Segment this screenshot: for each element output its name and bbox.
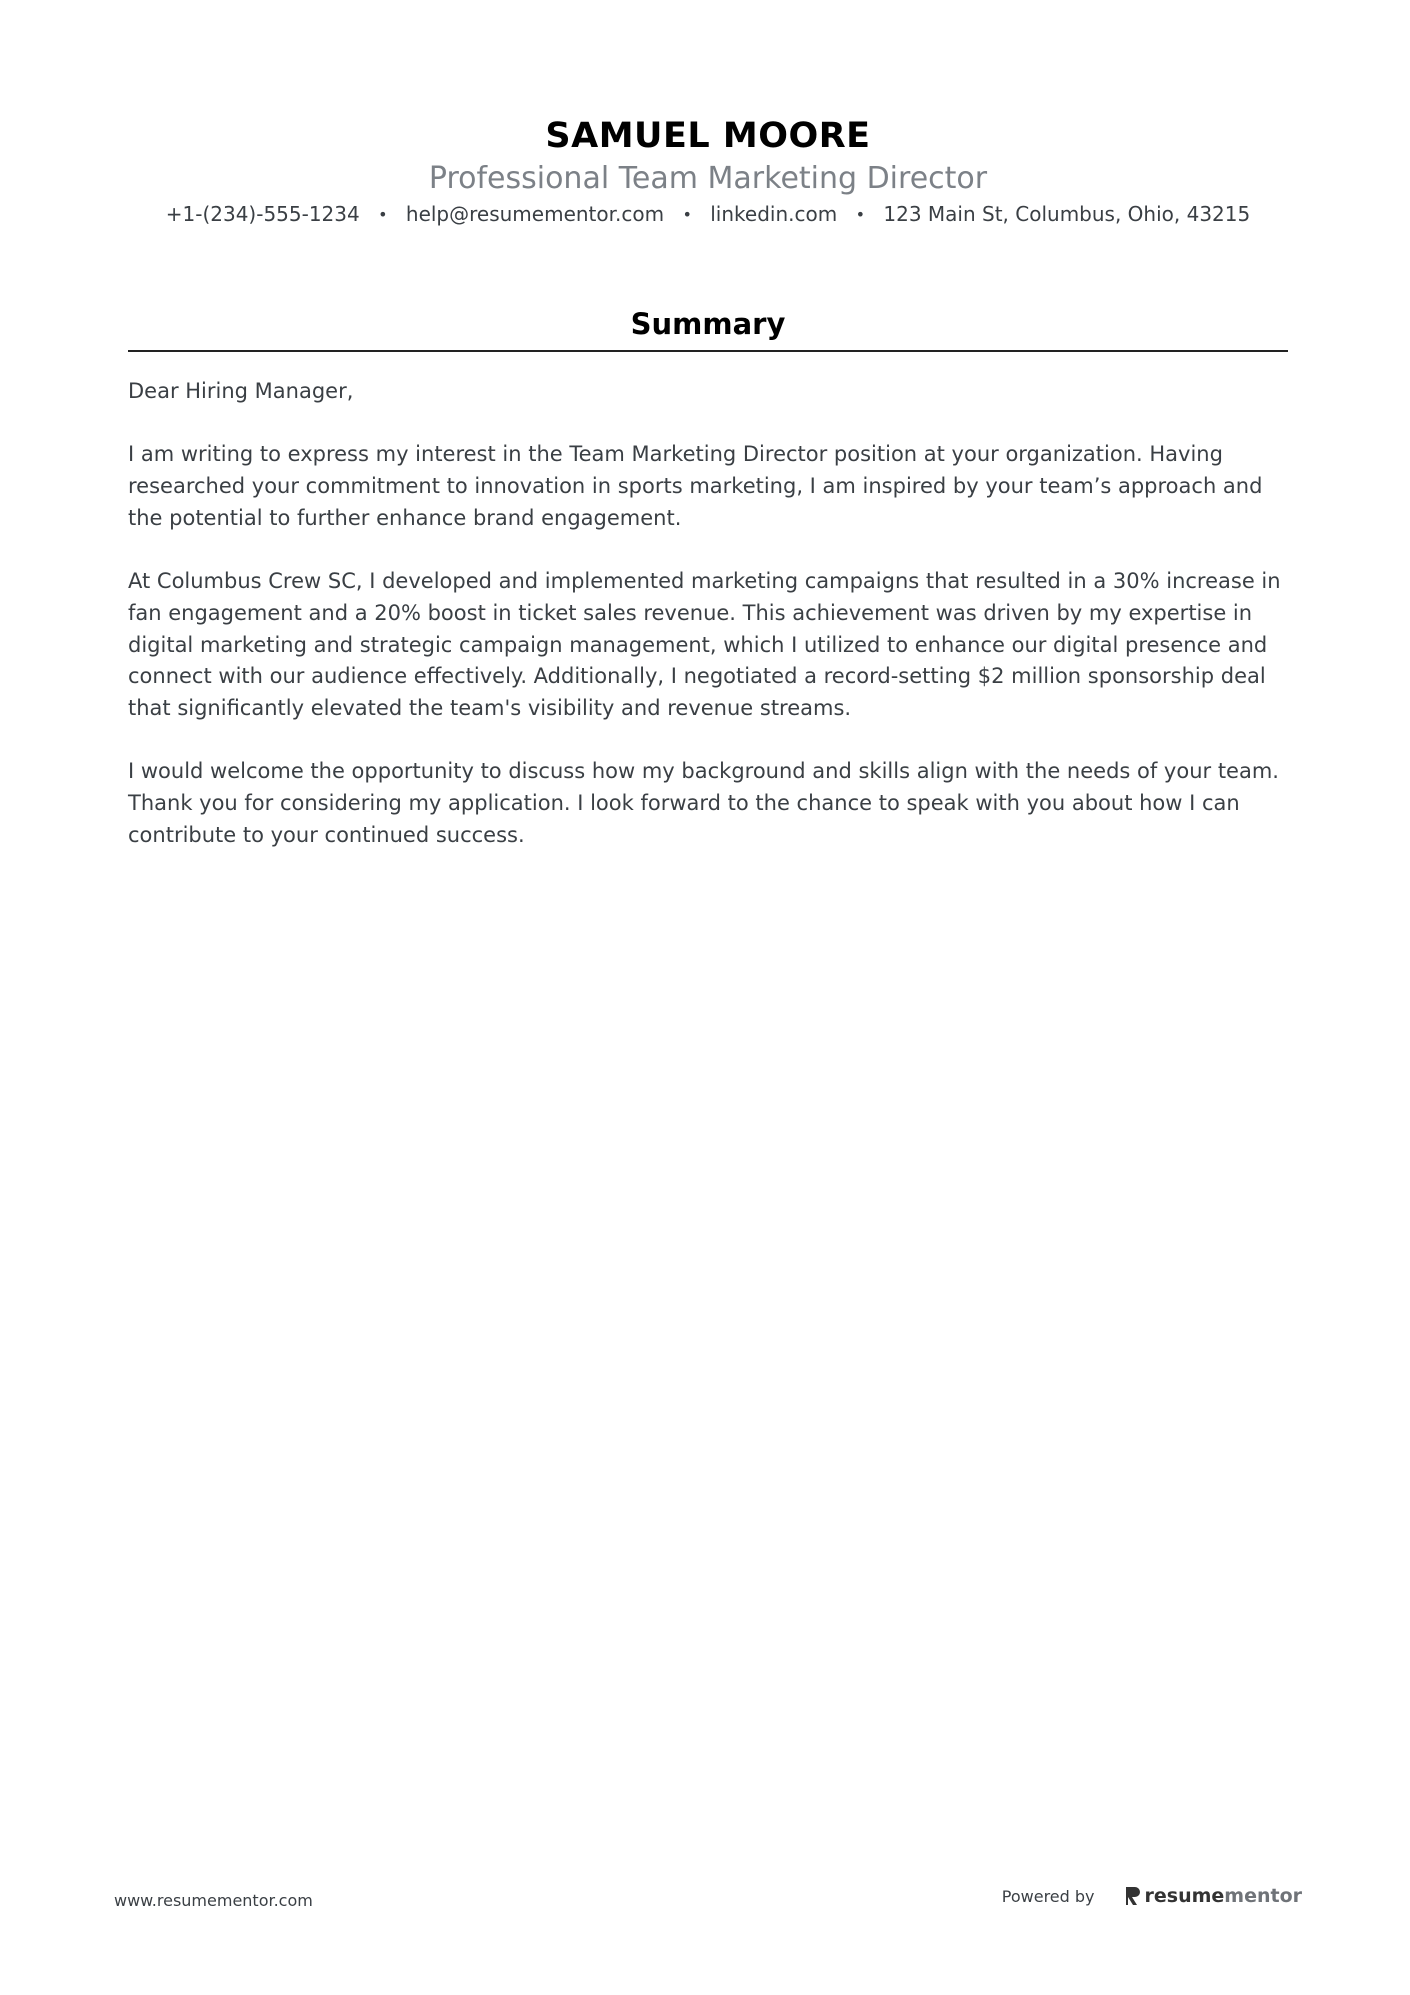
brand-logo[interactable] xyxy=(1125,1885,1303,1907)
contact-linkedin[interactable]: linkedin.com xyxy=(710,202,838,226)
brand-logo-icon xyxy=(1125,1886,1141,1906)
contact-phone: +1-(234)-555-1234 xyxy=(165,202,360,226)
candidate-title: Professional Team Marketing Director xyxy=(428,161,988,196)
contact-address: 123 Main St, Columbus, Ohio, 43215 xyxy=(883,202,1251,226)
section-title: Summary xyxy=(128,302,1288,352)
letter-greeting: Dear Hiring Manager, xyxy=(128,379,354,403)
candidate-name: SAMUEL MOORE xyxy=(545,116,871,156)
brand-name-light: mentor xyxy=(1224,1885,1302,1907)
contact-separator: • xyxy=(855,205,866,224)
letter-body xyxy=(128,376,1288,852)
contact-line xyxy=(128,198,1288,231)
brand-name-strong: resume xyxy=(1144,1885,1225,1907)
letter-paragraph: I am writing to express my interest in the Team Marketing Director position at your organization. Having researched your commitment to innovation in sports marketing, I am inspired by your team’s approach and the potential to further enhance brand engagement. xyxy=(128,442,1263,530)
footer-website[interactable]: www.resumementor.com xyxy=(114,1891,313,1910)
summary-section xyxy=(128,302,1288,883)
header xyxy=(128,112,1288,231)
powered-by-label: Powered by xyxy=(1001,1886,1095,1906)
letter-paragraph: At Columbus Crew SC, I developed and implemented marketing campaigns that resulted in a 30% increase in fan engagement and a 20% boost in ticket sales revenue. This achievement was driven by my expertise in digital marketing and strategic campaign management, which I utilized to enhance our digital presence and connect with our audience effectively. Additionally, I negotiated a record-setting $2 million sponsorship deal that significantly elevated the team's visibility and revenue streams. xyxy=(128,569,1281,720)
contact-separator: • xyxy=(378,205,388,224)
contact-email[interactable]: help@resumementor.com xyxy=(405,202,665,226)
contact-separator: • xyxy=(682,205,692,224)
letter-paragraph: I would welcome the opportunity to discuss how my background and skills align with the needs of your team. Thank you for considering my application. I look forward to the chance to speak with you about how I can contribute to your continued success. xyxy=(128,759,1279,847)
footer-branding xyxy=(1002,1885,1302,1907)
